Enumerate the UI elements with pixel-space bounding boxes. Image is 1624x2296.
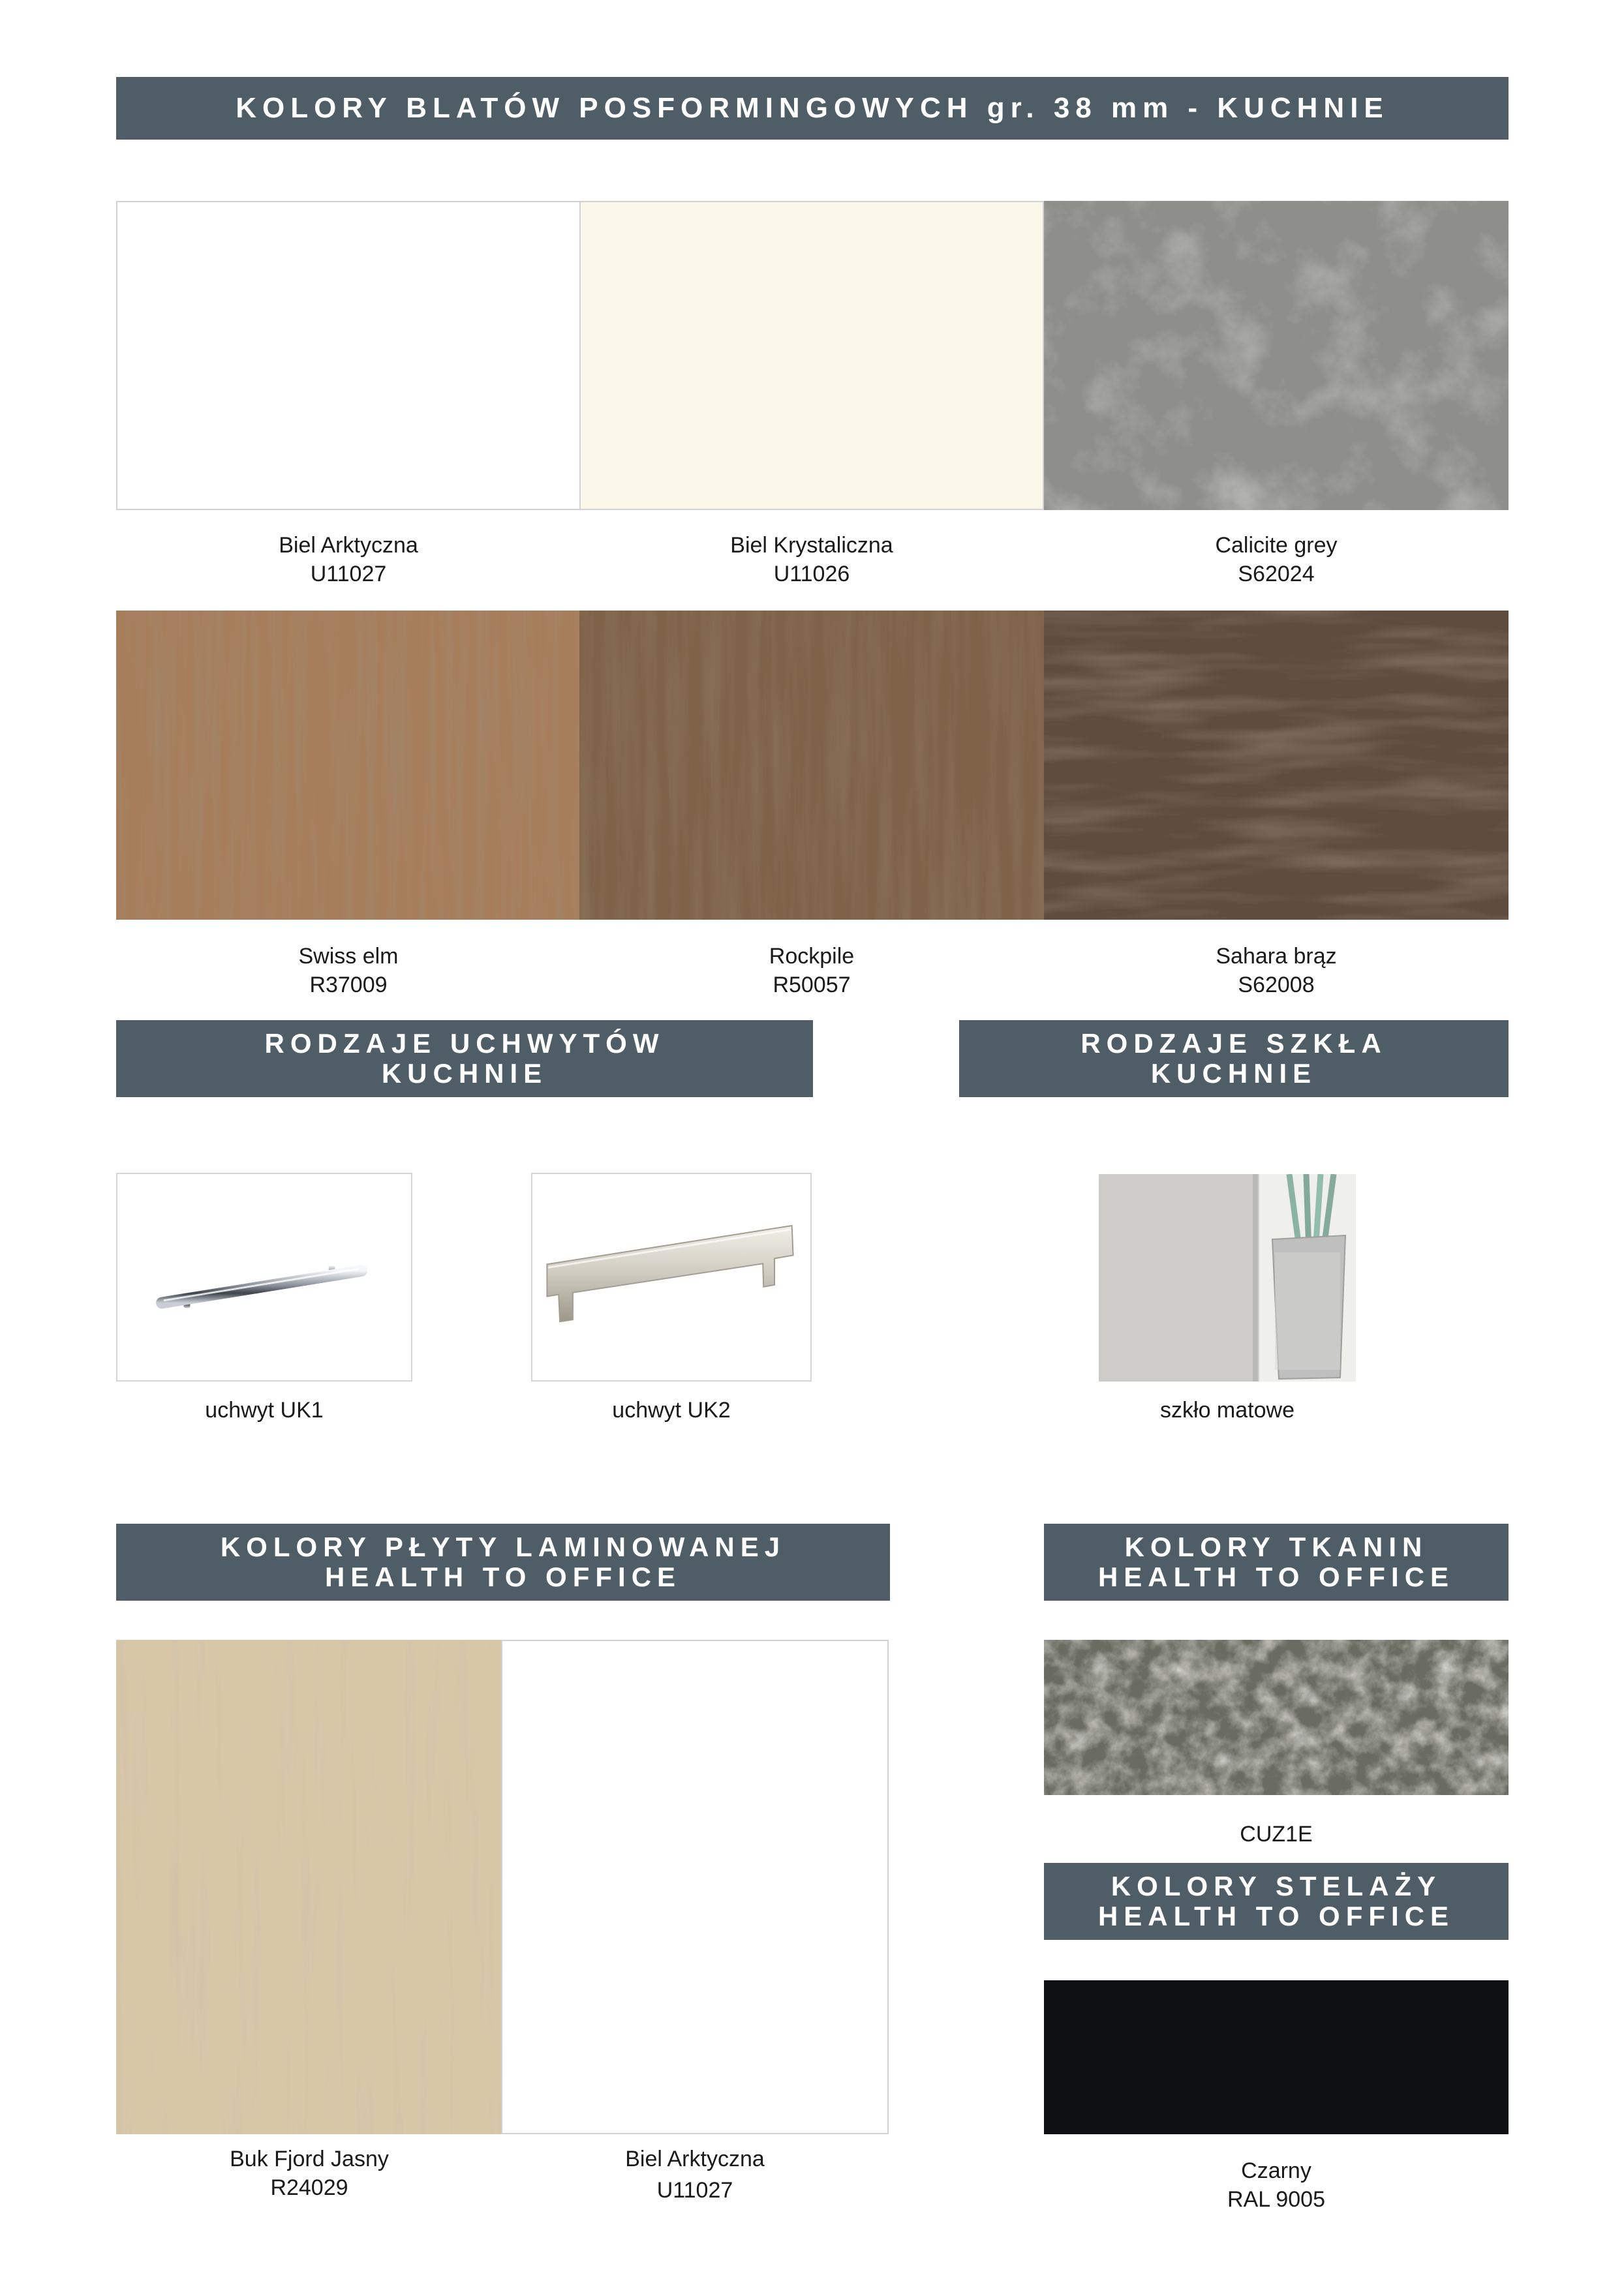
swatch-swiss-elm xyxy=(116,611,581,920)
sahara-texture xyxy=(1044,611,1509,920)
caption-biel-krystaliczna: Biel Krystaliczna U11026 xyxy=(730,533,893,586)
glass-matte-image xyxy=(1099,1174,1356,1382)
swatch-buk-fjord-jasny xyxy=(116,1640,502,2134)
caption-cuz1e: CUZ1E xyxy=(1240,1822,1313,1847)
bridge-handle-icon xyxy=(532,1174,810,1380)
swatch-calicite-grey xyxy=(1044,201,1509,510)
swatch-biel-arktyczna xyxy=(116,201,581,510)
caption-czarny: Czarny RAL 9005 xyxy=(1227,2158,1325,2212)
frosted-glass-icon xyxy=(1099,1174,1356,1382)
handles-section-title: RODZAJE UCHWYTÓW KUCHNIE xyxy=(116,1020,813,1097)
caption-biel-arktyczna-laminate: Biel Arktyczna U11027 xyxy=(625,2147,765,2203)
glass-section-title: RODZAJE SZKŁA KUCHNIE xyxy=(959,1020,1509,1097)
caption-buk-fjord-jasny: Buk Fjord Jasny R24029 xyxy=(230,2147,389,2200)
handle-uk1-image xyxy=(116,1173,412,1382)
laminate-section-title: KOLORY PŁYTY LAMINOWANEJ HEALTH TO OFFICE xyxy=(116,1524,890,1601)
swatch-biel-krystaliczna xyxy=(579,201,1044,510)
swatch-cuz1e xyxy=(1044,1640,1509,1795)
swatch-rockpile xyxy=(579,611,1044,920)
caption-biel-arktyczna: Biel Arktyczna U11027 xyxy=(279,533,418,586)
caption-rockpile: Rockpile R50057 xyxy=(769,944,855,997)
oak-texture xyxy=(116,1640,502,2134)
frames-section-title: KOLORY STELAŻY HEALTH TO OFFICE xyxy=(1044,1863,1509,1940)
caption-handle-uk1: uchwyt UK1 xyxy=(205,1398,324,1423)
countertops-title-text: KOLORY BLATÓW POSFORMINGOWYCH gr. 38 mm - KUCHNIE xyxy=(236,91,1389,124)
caption-glass-matte: szkło matowe xyxy=(1160,1398,1295,1423)
caption-sahara-braz: Sahara brąz S62008 xyxy=(1216,944,1337,997)
caption-handle-uk2: uchwyt UK2 xyxy=(612,1398,731,1423)
fabric-texture xyxy=(1044,1640,1509,1795)
bar-handle-icon xyxy=(117,1174,411,1380)
swatch-biel-arktyczna-laminate xyxy=(501,1640,889,2134)
handle-uk2-image xyxy=(531,1173,812,1382)
caption-calicite-grey: Calicite grey S62024 xyxy=(1215,533,1338,586)
stone-texture xyxy=(1044,201,1509,510)
caption-swiss-elm: Swiss elm R37009 xyxy=(298,944,399,997)
fabric-section-title: KOLORY TKANIN HEALTH TO OFFICE xyxy=(1044,1524,1509,1601)
swatch-czarny xyxy=(1044,1980,1509,2134)
elm-texture xyxy=(116,611,581,920)
swatch-sahara-braz xyxy=(1044,611,1509,920)
rockpile-texture xyxy=(579,611,1044,920)
countertops-section-title xyxy=(116,77,1509,140)
